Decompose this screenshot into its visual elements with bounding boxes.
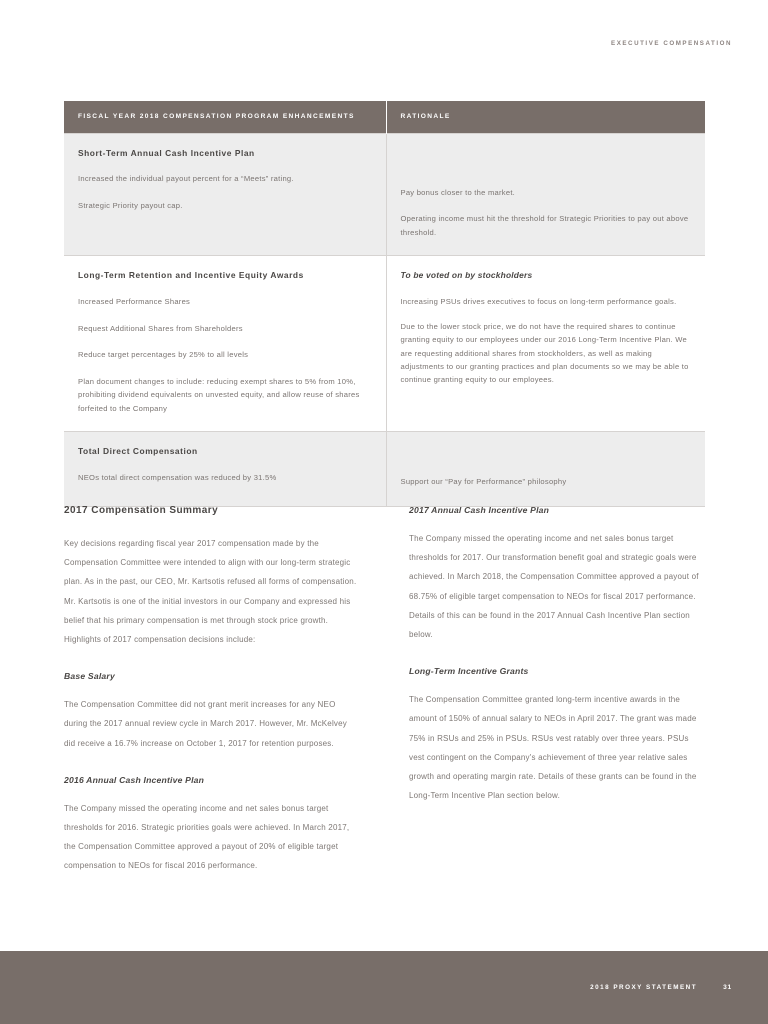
cell-paragraph: Increasing PSUs drives executives to focus on long-term performance goals. (400, 296, 677, 306)
table-row (64, 432, 705, 507)
intro-paragraph: Key decisions regarding fiscal year 2017 compensation made by the Compensation Committee were intended to align with our long-term strategic plan. As in the past, our CEO, Mr. Kartsotis refused all forms of compensation. Mr. Kartsotis is one of the initial investors in our Company and expressed his belief that his primary compensation is met through stock price growth. Highlights of 2017 compensation decisions include: (64, 539, 357, 644)
footer-content (590, 951, 732, 1024)
cell-title: To be voted on by stockholders (400, 269, 533, 280)
cell-paragraph: Increased Performance Shares (78, 296, 191, 306)
cell-paragraph: Strategic Priority payout cap. (78, 201, 183, 211)
body-columns (64, 505, 705, 881)
cell-paragraph: NEOs total direct compensation was reduced by 31.5% (78, 472, 277, 482)
lti-paragraph: The Compensation Committee granted long-term incentive awards in the amount of 150% of annual salary to NEOs in April 2017. The grant was made 75% in RSUs and 25% in PSUs. RSUs vest ratably over three years. PSUs vest contingent on the Company's achievement of three year relative sales growth and operating margin rate. Details of these grants can be found in the Long-Term Incentive Plan section below. (409, 695, 697, 801)
left-column (64, 505, 360, 881)
section-title: 2017 Compensation Summary (64, 505, 219, 516)
running-head: EXECUTIVE COMPENSATION (611, 40, 732, 47)
table-header-rationale: RATIONALE (386, 101, 705, 133)
cell-title: Short-Term Annual Cash Incentive Plan (78, 147, 255, 158)
table-cell-rationale (386, 133, 705, 255)
footer-bar (0, 951, 768, 1024)
table-cell-enhancement (64, 133, 386, 255)
cell-title: Long-Term Retention and Incentive Equity Awards (78, 269, 304, 280)
cash-2016-paragraph: The Company missed the operating income and net sales bonus target thresholds for 2016. Strategic priorities goals were achieved. In March 2017, the Compensation Committee approved a payout of 20% of eligible target compensation to NEOs for fiscal 2016 performance. (64, 803, 350, 871)
cash-2017-paragraph: The Company missed the operating income and net sales bonus target thresholds for 2017. Our transformation benefit goal and strategic goals were achieved. In March 2018, the Compensation Committee approved a payout of 68.75% of eligible target compensation to NEOs for fiscal 2017 performance. Details of this can be found in the 2017 Annual Cash Incentive Plan section below. (409, 534, 699, 639)
cell-paragraph: Plan document changes to include: reducing exempt shares to 5% from 10%, prohibiting dividend equivalents on unvested equity, and allow reuse of shares forfeited to the Company (78, 377, 360, 413)
subsection-title-2016-cash-incentive: 2016 Annual Cash Incentive Plan (64, 774, 205, 785)
subsection-title-2017-cash-incentive: 2017 Annual Cash Incentive Plan (409, 505, 550, 515)
cell-paragraph: Increased the individual payout percent for a “Meets” rating. (78, 174, 294, 184)
cell-paragraph: Due to the lower stock price, we do not have the required shares to continue granting equity to our employees under our 2016 Long-Term Incentive Plan. We are requesting additional shares from stockholders, as well as making adjustments to our granting practices and plan documents so we may be able to continue granting equity to our employees. (400, 322, 689, 385)
subsection-title-lti-grants: Long-Term Incentive Grants (409, 666, 529, 677)
right-column (409, 505, 705, 881)
table-cell-enhancement (64, 255, 386, 431)
cell-paragraph: Pay bonus closer to the market. (400, 187, 516, 197)
cell-paragraph: Support our “Pay for Performance” philosophy (400, 477, 567, 487)
footer-page-number: 31 (723, 984, 732, 991)
table-cell-rationale (386, 255, 705, 431)
cell-paragraph: Reduce target percentages by 25% to all levels (78, 350, 249, 360)
table-row (64, 133, 705, 255)
compensation-enhancements-table (64, 101, 705, 507)
subsection-title-base-salary: Base Salary (64, 671, 115, 682)
table-header-enhancements: FISCAL YEAR 2018 COMPENSATION PROGRAM ENHANCEMENTS (64, 101, 386, 133)
cell-paragraph: Request Additional Shares from Shareholders (78, 323, 243, 333)
table-cell-enhancement (64, 432, 386, 507)
cell-paragraph: Operating income must hit the threshold for Strategic Priorities to pay out above threshold. (400, 214, 689, 237)
cell-title: Total Direct Compensation (78, 446, 198, 457)
table-row (64, 255, 705, 431)
table-header-row (64, 101, 705, 133)
table-cell-rationale (386, 432, 705, 507)
base-salary-paragraph: The Compensation Committee did not grant merit increases for any NEO during the 2017 annual review cycle in March 2017. However, Mr. McKelvey did receive a 16.7% increase on October 1, 2017 for retention purposes. (64, 700, 347, 748)
footer-label: 2018 PROXY STATEMENT (590, 984, 698, 991)
